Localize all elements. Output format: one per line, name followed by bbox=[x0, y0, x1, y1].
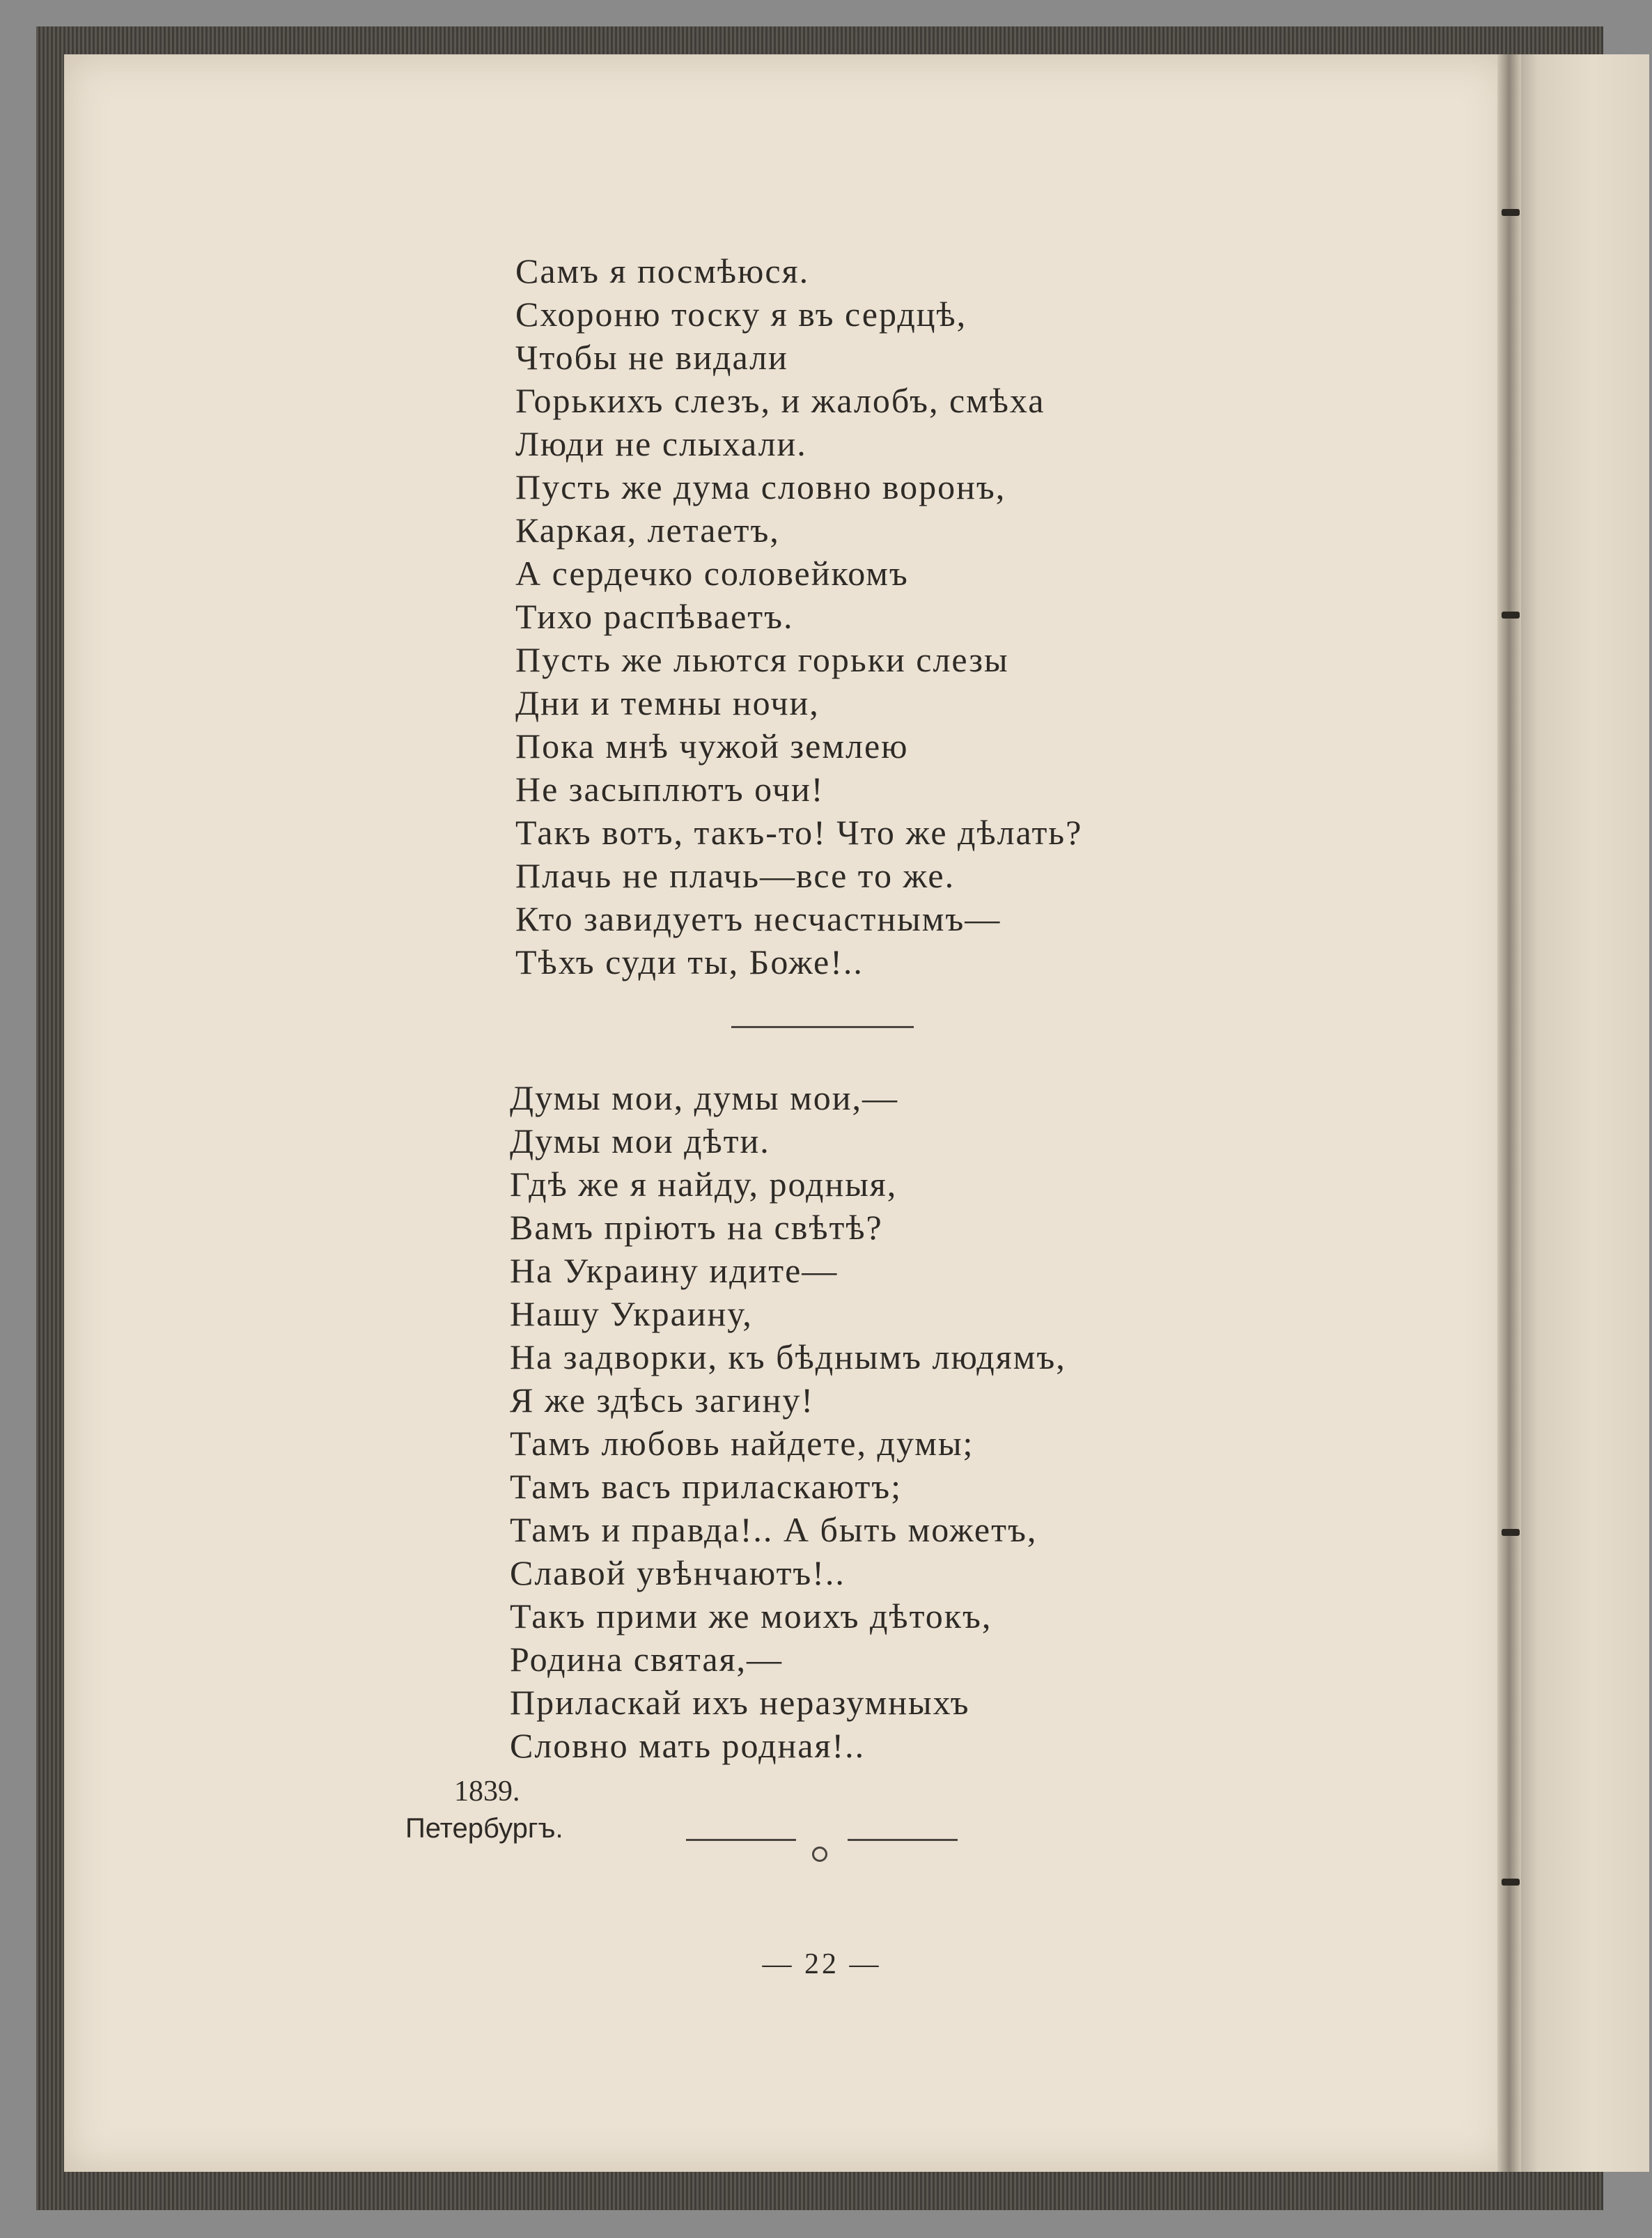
section-divider bbox=[731, 1026, 914, 1028]
binding-stitch bbox=[1502, 612, 1520, 619]
poem-line: Я же здѣсь загину! bbox=[510, 1381, 814, 1420]
poem-line: Плачь не плачь—все то же. bbox=[515, 856, 956, 895]
poem-line: Схороню тоску я въ сердцѣ, bbox=[515, 295, 967, 334]
poem-line: Думы мои, думы мои,— bbox=[510, 1078, 898, 1117]
poem-line: Пусть же льются горьки слезы bbox=[515, 640, 1009, 679]
poem-line: Дни и темны ночи, bbox=[515, 683, 820, 722]
poem-line: Славой увѣнчаютъ!.. bbox=[510, 1553, 846, 1592]
poem-line: Пусть же дума словно воронъ, bbox=[515, 467, 1006, 506]
poem-line: Родина святая,— bbox=[510, 1640, 784, 1679]
end-ornament-line-right bbox=[848, 1839, 958, 1841]
poem-line: Тѣхъ суди ты, Боже!.. bbox=[515, 942, 864, 981]
poem-line: Самъ я посмѣюся. bbox=[515, 251, 810, 290]
poem-line: На задворки, къ бѣднымъ людямъ, bbox=[510, 1337, 1066, 1376]
end-ornament-line-left bbox=[686, 1839, 796, 1841]
poem-stanza-2 bbox=[510, 1076, 1066, 1767]
poem-line: Тамъ любовь найдете, думы; bbox=[510, 1424, 974, 1463]
poem-place: Петербургъ. bbox=[405, 1813, 563, 1844]
poem-line: Такъ вотъ, такъ-то! Что же дѣлать? bbox=[515, 813, 1083, 852]
poem-line: А сердечко соловейкомъ bbox=[515, 554, 909, 593]
poem-line: Каркая, летаетъ, bbox=[515, 511, 780, 550]
poem-line: На Украину идите— bbox=[510, 1251, 839, 1290]
poem-line: Горькихъ слезъ, и жалобъ, смѣха bbox=[515, 381, 1045, 420]
poem-stanza-1 bbox=[515, 249, 1082, 984]
poem-line: Чтобы не видали bbox=[515, 338, 788, 377]
binding-stitch bbox=[1502, 1529, 1520, 1536]
poem-line: Тамъ и правда!.. А быть можетъ, bbox=[510, 1510, 1038, 1549]
poem-line: Люди не слыхали. bbox=[515, 424, 807, 463]
poem-line: Пока мнѣ чужой землею bbox=[515, 726, 909, 766]
end-ornament-circle bbox=[812, 1847, 827, 1862]
poem-line: Приласкай ихъ неразумныхъ bbox=[510, 1683, 970, 1722]
poem-line: Тихо распѣваетъ. bbox=[515, 597, 794, 636]
poem-line: Словно мать родная!.. bbox=[510, 1726, 866, 1765]
binding-stitch bbox=[1502, 1879, 1520, 1886]
next-page-edge bbox=[1510, 54, 1649, 2172]
page-gutter bbox=[1497, 54, 1521, 2172]
poem-line: Тамъ васъ приласкаютъ; bbox=[510, 1467, 903, 1506]
poem-line: Думы мои дѣти. bbox=[510, 1121, 770, 1160]
poem-date: 1839. bbox=[454, 1775, 520, 1808]
poem-line: Такъ прими же моихъ дѣтокъ, bbox=[510, 1596, 992, 1635]
poem-line: Не засыплютъ очи! bbox=[515, 770, 825, 809]
page-number: — 22 — bbox=[762, 1948, 882, 1980]
binding-stitch bbox=[1502, 209, 1520, 216]
poem-line: Вамъ пріютъ на свѣтѣ? bbox=[510, 1208, 883, 1247]
poem-line: Кто завидуетъ несчастнымъ— bbox=[515, 899, 1002, 938]
poem-line: Гдѣ же я найду, родныя, bbox=[510, 1165, 898, 1204]
poem-line: Нашу Украину, bbox=[510, 1294, 753, 1333]
